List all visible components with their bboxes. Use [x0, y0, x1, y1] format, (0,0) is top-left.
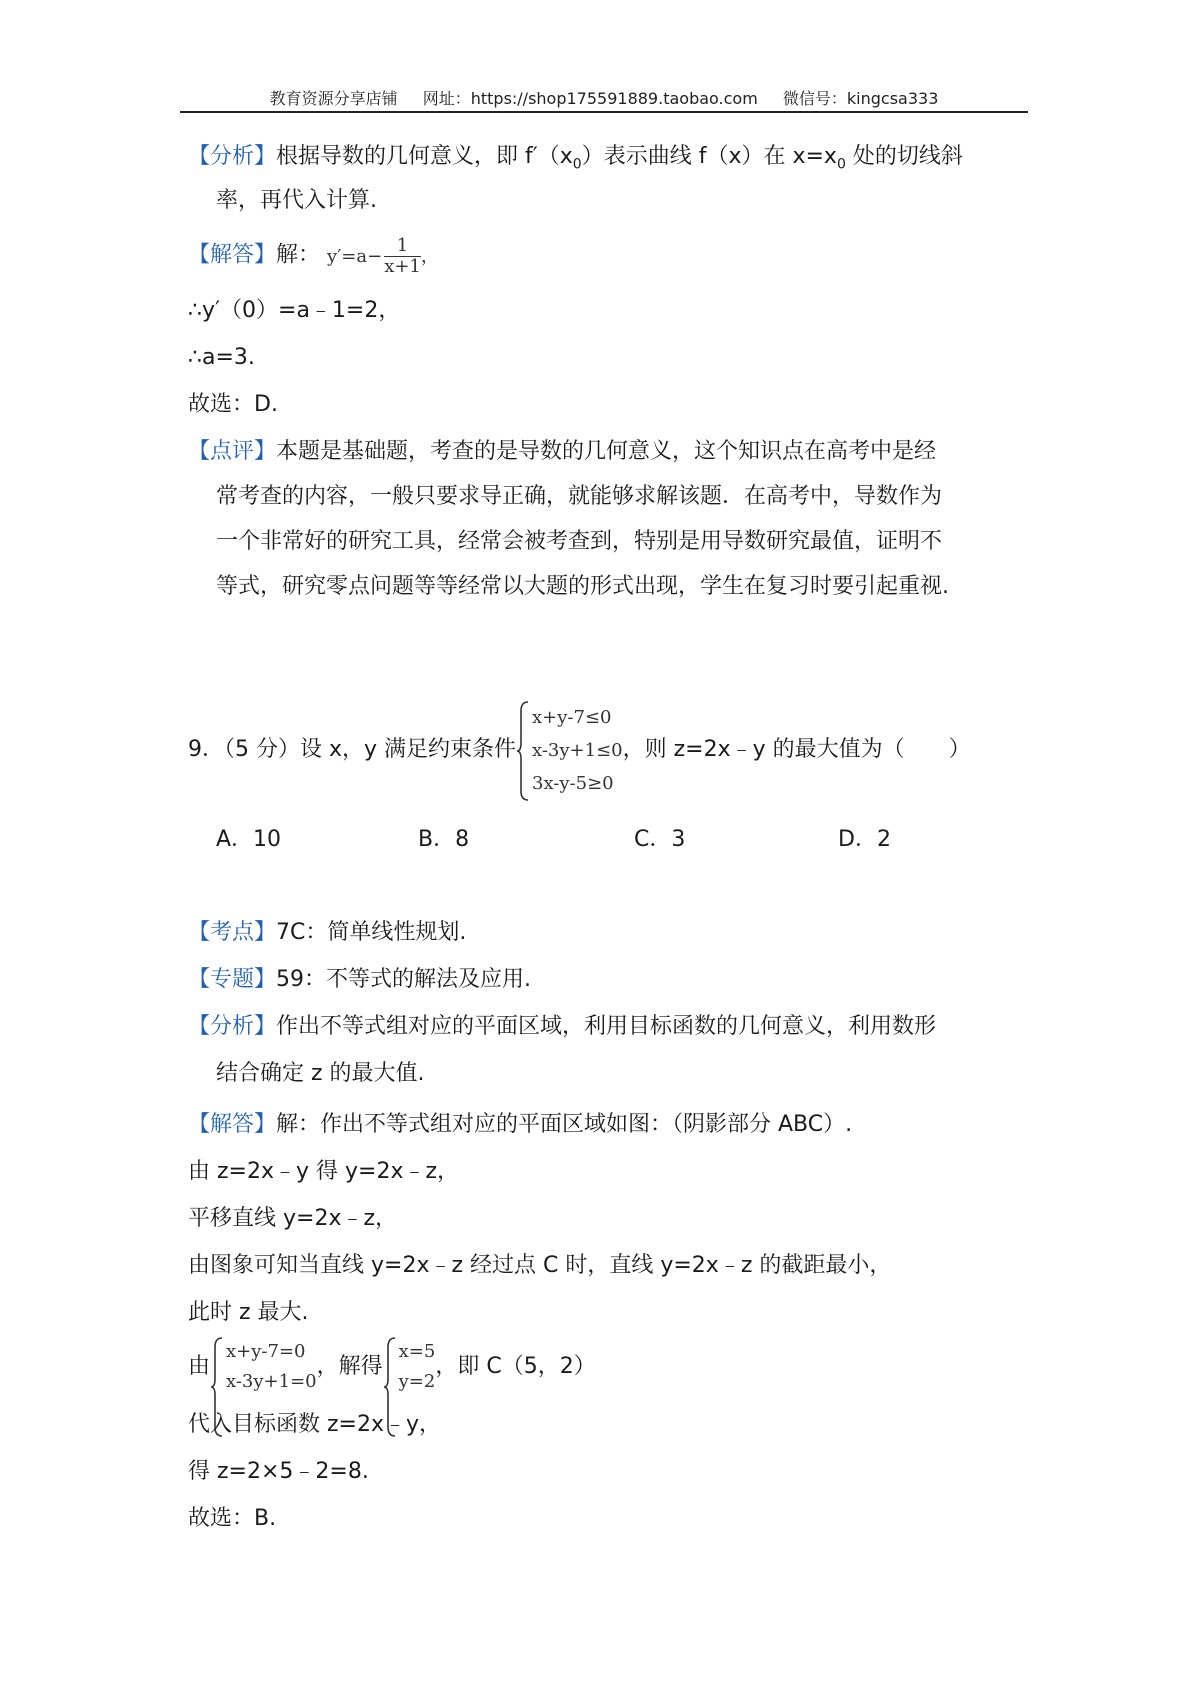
header-shop: 教育资源分享店铺 [269, 89, 398, 108]
constraint-2: x-3y+1≤0 [532, 739, 623, 761]
q9-step-7: 代入目标函数 z=2x﹣y， [188, 1412, 442, 1437]
q9-analysis-line-1 [188, 1012, 936, 1042]
constraint-3: 3x-y-5≥0 [532, 772, 614, 794]
option-d: D．2 [838, 827, 891, 852]
review-line-2: 常考查的内容，一般只要求导正确，就能够求解该题．在高考中，导数作为 [216, 484, 943, 509]
choose-answer: 故选：D. [188, 392, 278, 417]
question-stem-b: ，则 z=2x﹣y 的最大值为（ ） [622, 737, 971, 762]
subscript: 0 [572, 156, 582, 173]
review-line-3: 一个非常好的研究工具，经常会被考查到，特别是用导数研究最值，证明不 [216, 529, 943, 554]
derivative-formula [327, 235, 439, 277]
fraction-numerator: 1 [384, 236, 421, 257]
analysis-tag: 【分析】 [188, 1014, 277, 1039]
derivative-lhs: y′=a− [327, 245, 383, 267]
topic-tag: 【专题】 [188, 967, 277, 992]
knowledge-point [188, 918, 466, 948]
step6-middle: ，解得 [316, 1354, 383, 1379]
analysis-text-a: 根据导数的几何意义，即 f′（x [276, 144, 573, 169]
q9-step-3: 平移直线 y=2x﹣z， [188, 1206, 398, 1231]
step6-prefix: 由 [188, 1354, 211, 1379]
solution-y: y=2 [398, 1371, 436, 1392]
option-a: A．10 [216, 827, 282, 852]
analysis-text: 作出不等式组对应的平面区域，利用目标函数的几何意义，利用数形 [276, 1014, 937, 1039]
q9-step-8: 得 z=2×5﹣2=8. [188, 1459, 369, 1484]
option-c: C．3 [634, 827, 686, 852]
step6-suffix: ，即 C（5，2） [435, 1354, 596, 1379]
analysis-line-1 [188, 142, 963, 179]
kp-tag: 【考点】 [188, 920, 277, 945]
solution-tag: 【解答】 [188, 1112, 277, 1137]
step-2: ∴a=3. [188, 345, 255, 370]
equation-1: x+y-7=0 [226, 1341, 306, 1362]
header-url: 网址：https://shop175591889.taobao.com [422, 89, 758, 108]
equation-2: x-3y+1=0 [226, 1371, 317, 1392]
option-b: B．8 [418, 827, 470, 852]
analysis-text-c: 处的切线斜 [845, 144, 963, 169]
solution-x: x=5 [398, 1341, 436, 1362]
kp-text: 7C：简单线性规划. [276, 920, 467, 945]
solution-prefix: 解： [276, 242, 321, 268]
topic-text: 59：不等式的解法及应用. [276, 967, 532, 992]
solution-tag: 【解答】 [188, 242, 277, 268]
topic [188, 965, 531, 995]
review-line-1 [188, 437, 936, 467]
solution-text: 解：作出不等式组对应的平面区域如图：（阴影部分 ABC）. [276, 1112, 853, 1137]
header-rule [180, 111, 1028, 113]
constraint-1: x+y-7≤0 [532, 706, 612, 728]
subscript: 0 [836, 156, 846, 173]
q9-step-4: 由图象可知当直线 y=2x﹣z 经过点 C 时，直线 y=2x﹣z 的截距最小， [188, 1253, 892, 1278]
step-1: ∴y′（0）=a﹣1=2， [188, 298, 401, 323]
constraint-system [516, 701, 623, 800]
q9-step-6 [188, 1335, 596, 1399]
analysis-line-2: 率，再代入计算. [216, 188, 377, 213]
q9-analysis-line-2: 结合确定 z 的最大值. [216, 1061, 425, 1086]
q9-solution-line-1 [188, 1110, 852, 1140]
review-line-4: 等式，研究零点问题等等经常以大题的形式出现，学生在复习时要引起重视. [216, 574, 949, 599]
fraction [384, 236, 421, 277]
fraction-denominator: x+1 [384, 256, 421, 277]
header-wechat: 微信号：kingcsa333 [782, 89, 939, 108]
review-tag: 【点评】 [188, 439, 277, 464]
equation-system-1 [210, 1337, 317, 1397]
review-text: 本题是基础题，考查的是导数的几何意义，这个知识点在高考中是经 [276, 439, 937, 464]
analysis-text-b: ）表示曲线 f（x）在 x=x [581, 144, 837, 169]
question-stem-a: 9．（5 分）设 x，y 满足约束条件 [188, 737, 517, 762]
q9-step-5: 此时 z 最大. [188, 1300, 309, 1325]
page-header [180, 86, 1028, 109]
left-brace-icon [516, 701, 530, 801]
analysis-tag: 【分析】 [188, 144, 277, 169]
question-9-stem [188, 700, 971, 800]
equation-system-2 [383, 1337, 436, 1397]
q9-choose-answer: 故选：B. [188, 1506, 277, 1531]
derivative-tail: ， [420, 245, 439, 267]
solution-line-1 [188, 236, 439, 277]
q9-step-2: 由 z=2x﹣y 得 y=2x﹣z， [188, 1159, 460, 1184]
